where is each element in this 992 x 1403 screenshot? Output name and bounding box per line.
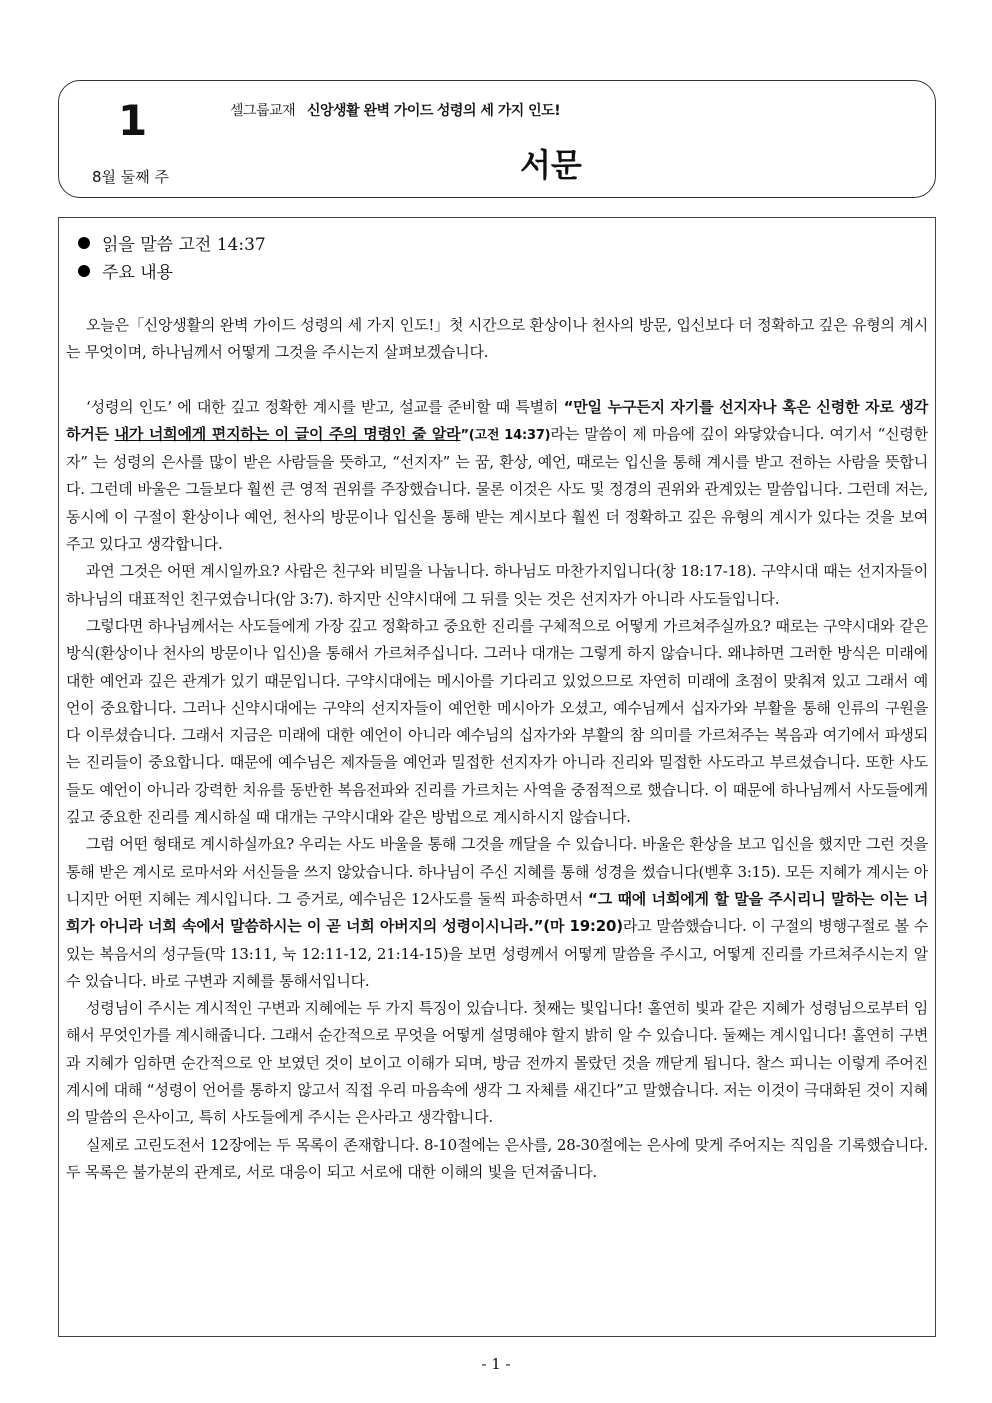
- text-run: ‘성령의 인도’ 에 대한 깊고 정확한 계시를 받고, 설교를 준비할 때 특별히: [86, 397, 564, 416]
- reading-line: [78, 230, 266, 255]
- series-prefix: 셀그룹교재: [230, 103, 296, 119]
- quote-underline: 내가 너희에게 편지하는 이 글이 주의 명령인 줄 알라: [114, 424, 461, 443]
- paragraph: [66, 995, 928, 1131]
- paragraph: 오늘은「신앙생활의 완벽 가이드 성령의 세 가지 인도!」첫 시간으로 환상이나 천사의 방문, 입신보다 더 정확하고 깊은 유형의 계시는 무엇이며, 하나님께서 어떻게 그것을 주시는지 살펴보겠습니다.: [66, 316, 928, 362]
- page-title: 서문: [520, 146, 582, 184]
- quote-ref: ”(고전 14:37): [460, 427, 551, 443]
- paragraph: 그렇다면 하나님께서는 사도들에게 가장 깊고 정확하고 중요한 진리를 구체적으로 어떻게 가르쳐주실까요? 때로는 구약시대와 같은 방식(환상이나 천사의 방문이나 입신)을 통해서 가르쳐주십니다. 그러나 대개는 그렇게 하지 않습니다. 왜냐하면 그러한 방식은 미래에 대한 예언과 깊은 관계가 있기 때문입니다. 구약시대에는 메시아를 기다리고 있었으므로 자연히 미래에 초점이 맞춰져 있고 그래서 예언이 중요합니다. 그러나 신약시대에는 구약의 선지자들이 예언한 메시아가 오셨고, 예수님께서 십자가와 부활을 통해 인류의 구원을 다 이루셨습니다. 그래서 지금은 미래에 대한 예언이 아니라 예수님의 십자가와 부활의 참 의미를 가르쳐주는 복음과 여기에서 파생되는 진리들이 중요합니다. 때문에 예수님은 제자들을 예언과 밀접한 선지자가 아니라 진리와 밀접한 사도라고 부르셨습니다. 또한 사도들도 예언이 아니라 강력한 치유를 동반한 복음전파와 진리를 가르치는 사역을 중점적으로 했습니다. 이 때문에 하나님께서 사도들에게 깊고 중요한 진리를 계시하실 때 대개는 구약시대와 같은 방법으로 계시하시지 않습니다.: [66, 616, 928, 827]
- paragraph: [66, 394, 928, 559]
- paragraph: 실제로 고린도전서 12장에는 두 목록이 존재합니다. 8-10절에는 은사를, 28-30절에는 은사에 맞게 주어지는 직임을 기록했습니다. 두 목록은 불가분의 관계로, 서로 대응이 되고 서로에 대한 이해의 빛을 던져줍니다.: [66, 1135, 928, 1181]
- series-line: [230, 100, 560, 120]
- quote-bold: “만일 누구든지 자기를 선지자나 혹은 신령한 자로 생각하거든: [66, 397, 928, 443]
- quote-sans: “성령이 언어를 통하지 않고서 직접 우리 마음속에 생각 그 자체를 새긴다”: [146, 1081, 624, 1100]
- paragraph: [66, 831, 928, 995]
- text-run: 라고 말씀했습니다. 이 구절의 병행구절로 볼 수 있는 복음서의 성구들(막 13:11, 눅 12:11-12, 21:14-15)을 보면 성령께서 어떻게 말씀을 주시고, 어떻게 진리를 가르쳐주시는지 알 수 있습니다. 바로 구변과 지혜를 통해서입니다.: [66, 917, 928, 990]
- text-run: 성령님이 주시는 계시적인 구변과 지혜에는 두 가지 특징이 있습니다. 첫째는 빛입니다! 홀연히 빛과 같은 지혜가 성령님으로부터 임해서 무엇인가를 계시해줍니다. 그래서 순간적으로 무엇을 어떻게 설명해야 할지 밝히 알 수 있습니다. 둘째는 계시입니다! 홀연히 구변과 지혜가 임하면 순간적으로 안 보였던 것이 보이고 이해가 되며, 방금 전까지 몰랐던 것을 깨닫게 됩니다. 찰스 피니는 이렇게 주어진 계시에 대해: [66, 999, 928, 1100]
- bullet-icon: [78, 265, 90, 277]
- text-run: 라는 말씀이 제 마음에 깊이 와닿았습니다. 여기서 “신령한 자” 는 성령의 은사를 많이 받은 사람들을 뜻하고, “선지자” 는 꿈, 환상, 예언, 때로는 입신을 통해 계시를 받고 전하는 사람을 뜻합니다. 그런데 바울은 그들보다 훨씬 큰 영적 권위를 주장했습니다. 물론 이것은 사도 및 정경의 권위와 관계있는 말씀입니다. 그런데 저는, 동시에 이 구절이 환상이나 예언, 천사의 방문이나 입신을 통해 받는 계시보다 훨씬 더 정확하고 깊은 유형의 계시가 있다는 것을 보여주고 있다고 생각합니다.: [66, 424, 928, 554]
- body-text: [66, 312, 928, 1186]
- page-number: - 1 -: [481, 1355, 511, 1373]
- week-label: 8월 둘째 주: [92, 168, 170, 186]
- series-name: 신앙생활 완벽 가이드: [306, 103, 433, 119]
- text-run: 고 말했습니다. 저는 이것이 극대화된 것이 지혜의 말씀의 은사이고, 특히 사도들에게 주시는 은사라고 생각합니다.: [66, 1081, 928, 1127]
- content-line: [78, 258, 173, 283]
- series-sub: 성령의 세 가지 인도!: [436, 103, 561, 119]
- paragraph: 과연 그것은 어떤 계시일까요? 사람은 친구와 비밀을 나눕니다. 하나님도 마찬가지입니다(창 18:17-18). 구약시대 때는 선지자들이 하나님의 대표적인 친구였습니다(암 3:7). 하지만 신약시대에 그 뒤를 잇는 것은 선지자가 아니라 사도들입니다.: [66, 562, 928, 608]
- reading-label: 읽을 말씀: [102, 235, 174, 255]
- reading-ref: 고전 14:37: [178, 235, 266, 255]
- text-run: 그럼 어떤 형태로 계시하실까요? 우리는 사도 바울을 통해 그것을 깨달을 수 있습니다. 바울은 환상을 보고 입신을 했지만 그런 것을 통해 받은 계시로 로마서와 서신들을 쓰지 않았습니다. 하나님이 주신 지혜를 통해 성경을 썼습니다(벧후 3:15). 모든 지혜가 계시는 아니지만 어떤 지혜는 계시입니다. 그 증거로, 예수님은 12사도를 둘씩 파송하면서: [66, 835, 928, 908]
- header-box: [58, 80, 936, 198]
- lesson-number: 1: [118, 96, 148, 145]
- bullet-icon: [78, 237, 90, 249]
- content-label: 주요 내용: [102, 263, 174, 283]
- quote-bold: “그 때에 너희에게 할 말을 주시리니 말하는 이는 너희가 아니라 너희 속에서 말씀하시는 이 곧 너희 아버지의 성령이시니라.”(마 19:20): [66, 889, 929, 936]
